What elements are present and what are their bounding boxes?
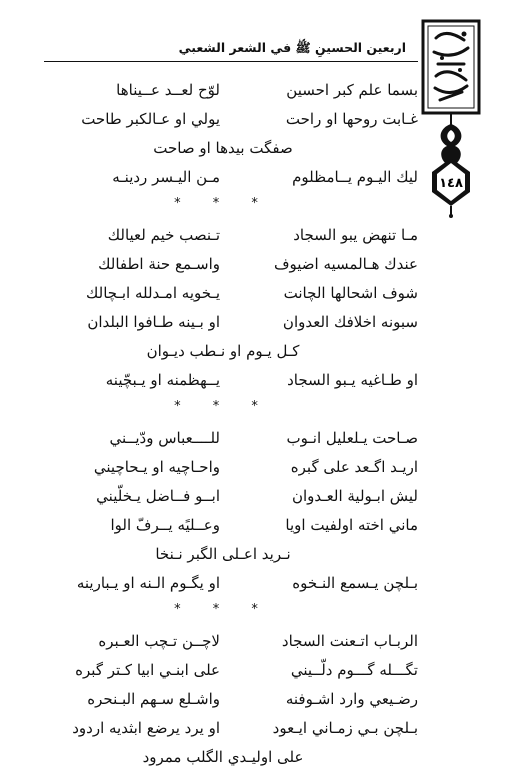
- verse-half-second: للــــعباس ودّيــني: [109, 429, 220, 447]
- verse-half-first: تگـــله گـــوم دلّــيني: [290, 661, 418, 679]
- verse-half-second: يـخويه امـدلله ابـچالك: [85, 284, 220, 302]
- verse-half-first: بـلچن يـسمع النـخوه: [292, 574, 418, 592]
- verse-refrain: صفگت بيدها او صاحت: [153, 139, 293, 157]
- verse-half-second: يولي او عـالكبر طاحت: [81, 110, 220, 128]
- verse-half-second: وعــليًه يــرفّ الوا: [110, 516, 220, 534]
- ornament-emblem: [420, 18, 484, 218]
- verse-half-second: واشـلع سـهم البـنحره: [87, 690, 220, 708]
- verse-half-first: غـابت روحها او راحت: [285, 110, 418, 128]
- verse-half-first: عندك هـالمسيه اضيوف: [273, 255, 418, 273]
- running-header: [44, 34, 418, 62]
- verse-half-first: ليك اليـوم يــامظلوم: [292, 168, 418, 186]
- stanza-separator: * * *: [174, 602, 272, 617]
- header-rule: [44, 61, 418, 62]
- verse-half-second: او بـينه طـافوا البلدان: [87, 313, 220, 331]
- verse-half-first: اريـد اگـعد على گبره: [290, 458, 418, 476]
- verse-half-first: ليش ابـولية العـدوان: [291, 487, 418, 505]
- verse-half-second: تـنصب خيم لعيالك: [107, 226, 220, 244]
- verse-refrain: على اوليـدي الگلب ممرود: [142, 748, 304, 766]
- page-number-badge: [432, 158, 470, 206]
- verse-refrain: نـريد اعـلى الگبر نـنخا: [155, 545, 291, 563]
- verse-half-second: لاچــن تـچب العـبره: [98, 632, 220, 650]
- verse-half-first: صـاحت يـلعليل انـوب: [286, 429, 418, 447]
- stanza-separator: * * *: [174, 399, 272, 414]
- verse-half-first: الربـاب اتـعنت السجاد: [281, 632, 418, 650]
- stanza-separator: * * *: [174, 196, 272, 211]
- verse-half-second: مـن اليـسر ردينـه: [112, 168, 220, 186]
- verse-half-first: شوف اشحالها الچانت: [283, 284, 418, 302]
- verse-half-first: رضـيعي وارد اشـوفنه: [285, 690, 418, 708]
- verse-half-first: بسما علم كبر احسين: [286, 81, 418, 99]
- verse-half-second: واسـمع حنة اطفالك: [98, 255, 220, 273]
- verse-half-first: او طـاغيه يـبو السجاد: [287, 371, 418, 389]
- page-number: ١٤٨: [439, 176, 463, 191]
- poem-body: [28, 78, 418, 774]
- verse-half-second: يــهظمنه او يـبچّينه: [105, 371, 220, 389]
- verse-refrain: كـل يـوم او نـطب ديـوان: [146, 342, 300, 360]
- verse-half-first: سبونه اخلافك العدوان: [282, 313, 418, 331]
- verse-half-second: على ابنـي ابيا كـتر گبره: [75, 661, 220, 679]
- verse-half-second: او يگـوم الـنه او يـبارينه: [76, 574, 220, 592]
- verse-half-second: ابــو فــاضل يـخلّيني: [96, 487, 220, 505]
- verse-half-first: بـلچن بـي زمـاني ايـعود: [272, 719, 418, 737]
- verse-half-second: او يرد يرضع ابثديه اردود: [72, 719, 220, 737]
- verse-half-second: لوّح لعــد عــيناها: [116, 81, 220, 99]
- verse-half-first: مـا تنهض يبو السجاد: [293, 226, 418, 244]
- calligraphy-logo: [423, 21, 479, 113]
- header-title: اربعين الحسينِ ﷺ في الشعر الشعبي: [178, 40, 406, 55]
- verse-half-second: واحـاچيه او يـحاچيني: [93, 458, 220, 476]
- verse-half-first: ماني اخته اولفيت اويا: [285, 516, 418, 534]
